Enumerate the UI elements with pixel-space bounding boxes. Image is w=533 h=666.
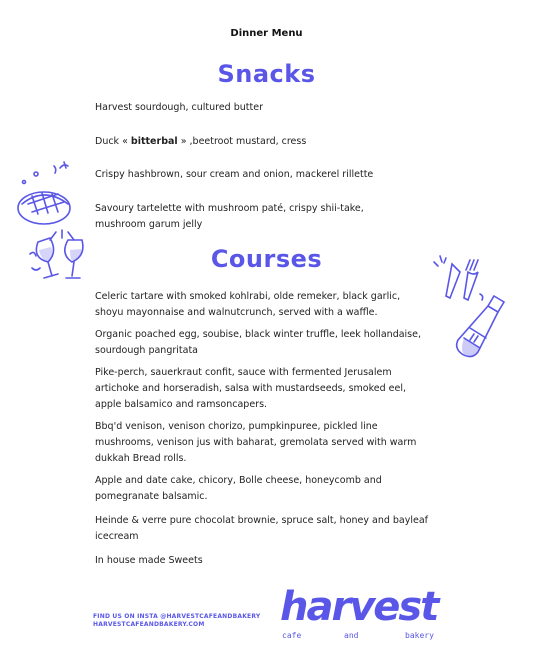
snack-item: Crispy hashbrown, sour cream and onion, mackerel rillette <box>95 169 374 180</box>
courses-heading: Courses <box>210 245 323 273</box>
course-item: Apple and date cake, chicory, Bolle cheese, honeycomb and pomegranate balsamic. <box>95 475 382 502</box>
logo-sub-bakery: bakery <box>405 631 434 640</box>
wine-bottle-icon <box>450 290 512 364</box>
snacks-heading: Snacks <box>217 60 316 88</box>
bread-icon <box>14 160 76 232</box>
course-item: Pike-perch, sauerkraut confit, sauce with fermented Jerusalem artichoke and horseradish, salsa with mustardseeds, smoked eel, apple balsamico and ramsoncapers. <box>95 367 407 410</box>
course-item: Celeric tartare with smoked kohlrabi, olde remeker, black garlic, shoyu mayonnaise and walnutcrunch, served with a waffle. <box>95 291 401 318</box>
logo-sub-cafe: cafe <box>282 631 302 640</box>
snack-item: Savoury tartelette with mushroom paté, crispy shii-take, mushroom garum jelly <box>95 203 364 230</box>
duck-text-after: » ,beetroot mustard, cress <box>177 136 307 147</box>
wine-glasses-icon <box>26 228 102 282</box>
snack-item-duck <box>95 134 445 150</box>
course-item: In house made Sweets <box>95 555 203 566</box>
course-item: Bbq'd venison, venison chorizo, pumpkinpuree, pickled line mushrooms, venison jus with baharat, gremolata served with warm dukkah Bread rolls. <box>95 421 417 464</box>
logo-sub-and: and <box>344 631 359 640</box>
course-item: Heinde & verre pure chocolat brownie, spruce salt, honey and bayleaf icecream <box>95 515 429 542</box>
duck-text-before: Duck « <box>95 136 131 147</box>
footer-insta[interactable]: FIND US ON INSTA @HARVESTCAFEANDBAKERY <box>93 613 261 620</box>
logo-word: harvest <box>280 584 438 630</box>
harvest-logo <box>280 585 440 645</box>
footer-contact <box>93 613 260 629</box>
duck-text-bold: bitterbal <box>130 136 178 147</box>
course-item: Organic poached egg, soubise, black winter truffle, leek hollandaise, sourdough pangritata <box>95 329 421 356</box>
page-title: Dinner Menu <box>230 28 303 39</box>
footer-website[interactable]: HARVESTCAFEANDBAKERY.COM <box>93 621 205 628</box>
snack-item: Harvest sourdough, cultured butter <box>95 102 263 113</box>
